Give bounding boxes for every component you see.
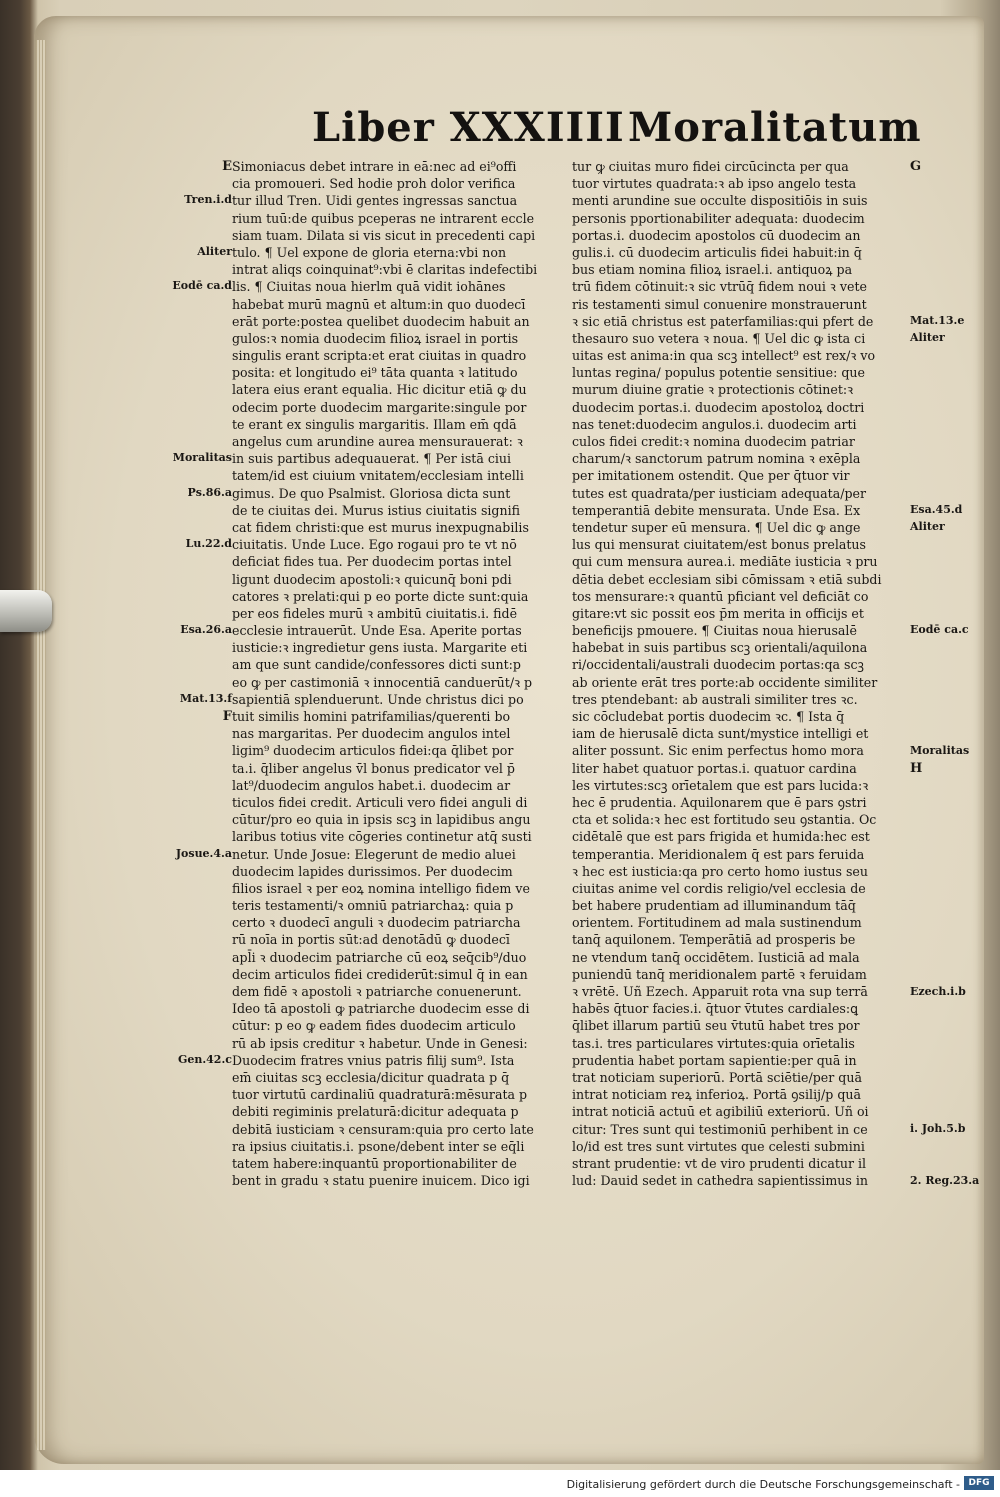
text-line: tur illud Tren. Uidi gentes ingressas sanctua	[232, 193, 518, 209]
text-line: puniendū tanq̄ meridionalem partē ꝛ feruidam	[572, 966, 867, 982]
text-line: debiti regiminis prelaturā:dicitur adequata p	[232, 1104, 519, 1120]
text-line: murum diuine gratie ꝛ protectionis cōtinet:ꝛ	[572, 382, 854, 398]
text-line: duodecim lapides durissimos. Per duodecim	[232, 863, 513, 879]
text-line: trat noticiam superiorū. Portā sciētie/per quā	[572, 1069, 862, 1085]
margin-note: F	[222, 709, 232, 725]
text-line: bent in gradu ꝛ statu puenire inuicem. Dico igi	[232, 1173, 530, 1189]
margin-note: Eodē ca.c	[910, 623, 969, 637]
text-line: cta et solida:ꝛ hec est fortitudo seu ꝯstantia. Oc	[572, 812, 877, 828]
text-line: in suis partibus adequauerat. ¶ Per istā ciui	[232, 451, 512, 467]
text-line: les virtutes:scꝫ orīetalem que est pars lucida:ꝛ	[572, 777, 869, 793]
running-header	[0, 104, 1000, 156]
text-line: thesauro suo vetera ꝛ noua. ¶ Uel dic ꝙ ista ci	[572, 330, 866, 346]
text-line: charum/ꝛ sanctorum patrum nomina ꝛ exēpla	[572, 451, 861, 467]
text-line: ciuitas anime vel cordis religio/vel ecclesia de	[572, 880, 866, 896]
text-line: tutes est quadrata/per iusticiam adequata/per	[572, 485, 867, 501]
text-line: ꝛ vrētē. Uñ Ezech. Apparuit rota vna sup terrā	[572, 984, 868, 999]
text-line: aliter possunt. Sic enim perfectus homo mora	[572, 743, 864, 759]
text-line: qui cum mensura aurea.i. mediāte iusticia ꝛ pru	[572, 554, 878, 570]
text-line: bus etiam nomina filioꝝ israel.i. antiquoꝝ pa	[572, 262, 853, 278]
text-line: nas margaritas. Per duodecim angulos intel	[232, 726, 511, 742]
text-line: tas.i. tres particulares virtutes:quia orīetalis	[572, 1035, 855, 1051]
text-line: deficiat fides tua. Per duodecim portas intel	[232, 554, 512, 570]
text-line: sapientiā splenduerunt. Unde christus dici po	[232, 691, 524, 707]
text-line: filios israel ꝛ per eoꝝ nomina intelligo fidem ve	[232, 880, 530, 896]
margin-note: Ps.86.a	[187, 485, 232, 499]
text-line: eo ꝙ per castimoniā ꝛ innocentiā canduerūt/ꝛ p	[232, 674, 533, 690]
text-line: prudentia habet portam sapientie:per quā in	[572, 1052, 857, 1068]
text-line: ꝛ hec est iusticia:qa pro certo homo iustus seu	[572, 863, 868, 879]
margin-note: Aliter	[910, 520, 945, 534]
text-line: ta.i. q̄liber angelus v̄l bonus predicator vel p̄	[232, 760, 515, 776]
text-line: catores ꝛ prelati:qui p eo porte dicte sunt:quia	[232, 588, 529, 604]
margin-note: Esa.45.d	[910, 503, 963, 516]
text-line: intrat noticiā actuū et agibiliū exteriorū. Uñ oi	[572, 1104, 869, 1120]
text-line: beneficijs pmouere. ¶ Ciuitas noua hierusalē	[572, 623, 857, 639]
margin-note: Aliter	[197, 245, 232, 258]
text-line: debitā iusticiam ꝛ censuram:quia pro certo late	[232, 1121, 534, 1137]
text-line: tuor virtutū cardinaliū quadraturā:mēsurata p	[232, 1087, 528, 1103]
text-line: lus qui mensurat ciuitatem/est bonus prelatus	[572, 537, 866, 553]
text-line: sic cōcludebat portis duodecim ꝛc. ¶ Ista q̄	[572, 709, 845, 724]
text-line: strant prudentie: vt de viro prudenti dicatur il	[572, 1155, 867, 1171]
margin-note: Gen.42.c	[177, 1053, 232, 1067]
text-line: ciuitatis. Unde Luce. Ego rogaui pro te vt nō	[232, 537, 517, 553]
text-line: tres ptendebant: ab australi similiter tres ꝛc.	[572, 691, 858, 707]
header-right-title: Moralitatum	[628, 104, 922, 151]
text-line: tanq̄ aquilonem. Temperātiā ad prosperis be	[572, 932, 856, 948]
text-line: tulo. ¶ Uel expone de gloria eterna:vbi non	[232, 244, 507, 260]
text-line: rū ab ipsis creditur ꝛ habetur. Unde in Genesi:	[232, 1035, 528, 1051]
text-line: cia promoueri. Sed hodie proh dolor verifica	[232, 176, 516, 192]
text-line: tuor virtutes quadrata:ꝛ ab ipso angelo testa	[572, 176, 857, 192]
text-line: cūtur: p eo ꝙ eadem fides duodecim articulo	[232, 1018, 516, 1034]
text-line: gimus. De quo Psalmist. Gloriosa dicta sunt	[232, 485, 511, 501]
text-line: gulis.i. cū duodecim articulis fidei habuit:in q̄	[572, 244, 862, 260]
text-line: rū noīa in portis sūt:ad denotādū ꝙ duodecī	[232, 932, 510, 948]
margin-note: Aliter	[910, 331, 945, 344]
text-line: tos mensurare:ꝛ quantū pficiant vel deficiāt co	[572, 588, 869, 604]
text-line: portas.i. duodecim apostolos cū duodecim an	[572, 227, 861, 243]
text-line: q̄libet illarum partiū seu v̄tutū habet tres por	[572, 1018, 860, 1034]
text-line: siam tuam. Dilata si vis sicut in precedenti capi	[232, 227, 536, 243]
text-line: Ideo tā apostoli ꝙ patriarche duodecim esse di	[232, 1001, 530, 1017]
text-line: trū fidem cōtinuit:ꝛ sic vtrūq̄ fidem noui ꝛ vete	[572, 279, 867, 295]
text-line: orientem. Fortitudinem ad mala sustinendum	[572, 915, 862, 931]
text-line: lud: Dauid sedet in cathedra sapientissimus in	[572, 1173, 868, 1189]
text-line: habebat in suis partibus scꝫ orientali/aquilona	[572, 640, 868, 656]
dfg-logo: DFG	[964, 1476, 994, 1490]
text-line: dem fidē ꝛ apostoli ꝛ patriarche conuenerunt.	[232, 984, 522, 999]
text-line: tendetur super eū mensura. ¶ Uel dic ꝙ ange	[572, 519, 861, 535]
text-line: nas tenet:duodecim angulos.i. duodecim arti	[572, 416, 857, 432]
text-line: per eos fideles murū ꝛ ambitū ciuitatis.i. fidē	[232, 605, 518, 621]
text-line: cidētalē que est pars frigida et humida:hec est	[572, 829, 870, 845]
text-line: singulis erant scripta:et erat ciuitas in quadro	[232, 348, 527, 364]
text-line: Simoniacus debet intrare in eā:nec ad ei⁹offi	[232, 159, 517, 174]
margin-note: H	[910, 761, 923, 776]
text-line: netur. Unde Josue: Elegerunt de medio aluei	[232, 846, 516, 862]
text-line: lo/id est tres sunt virtutes que celesti submini	[572, 1138, 865, 1154]
text-line: rium tuū:de quibus pceperas ne intrarent eccle	[232, 210, 535, 226]
text-line: erāt porte:postea quelibet duodecim habuit an	[232, 313, 530, 329]
text-line: habebat murū magnū et altum:in quo duodecī	[232, 296, 526, 312]
text-line: ecclesie intrauerūt. Unde Esa. Aperite portas	[232, 623, 522, 639]
margin-note: Lu.22.d	[185, 537, 232, 551]
text-line: citur: Tres sunt qui testimoniū perhibent in ce	[572, 1121, 868, 1137]
text-line: lat⁹/duodecim angulos habet.i. duodecim ar	[232, 777, 511, 793]
text-line: lis. ¶ Ciuitas noua hierlm quā vidit iohānes	[232, 279, 506, 295]
text-line: de te ciuitas dei. Murus istius ciuitatis signifi	[232, 502, 521, 518]
text-line: certo ꝛ duodecī anguli ꝛ duodecim patriarcha	[232, 915, 521, 931]
margin-note: G	[910, 159, 922, 174]
margin-note: Moralitas	[172, 451, 232, 465]
text-line: habēs q̄tuor facies.i. q̄tuor v̄tutes cardiales:ꝗ	[572, 1001, 859, 1017]
margin-note: Tren.i.d	[184, 193, 232, 207]
text-line: gulos:ꝛ nomia duodecim filioꝝ israel in portis	[232, 330, 519, 346]
text-line: iam de hierusalē dicta sunt/mystice intelligi et	[572, 726, 869, 742]
text-line: angelus cum arundine aurea mensurauerat: ꝛ	[232, 434, 523, 449]
text-line: te erant ex singulis margaritis. Illam em̄ qdā	[232, 416, 517, 432]
text-line: ꝛ sic etiā christus est paterfamilias:qui pfert de	[572, 313, 874, 329]
margin-note: Moralitas	[910, 743, 970, 757]
text-line: bet habere prudentiam ad illuminandum tāq̄	[572, 898, 856, 914]
page-edges	[36, 40, 46, 1450]
text-line: culos fidei credit:ꝛ nomina duodecim patriar	[572, 434, 855, 449]
text-line: ris testamenti simul conuenire monstrauerunt	[572, 296, 867, 312]
text-line: Duodecim fratres vnius patris filij sum⁹. Ista	[232, 1052, 515, 1068]
text-line: em̄ ciuitas scꝫ ecclesia/dicitur quadrata p q̄	[232, 1069, 510, 1085]
text-line: teris testamenti/ꝛ omniū patriarchaꝝ: quia p	[232, 898, 514, 914]
text-line: gitare:vt sic possit eos p̄m merita in officijs et	[572, 605, 864, 621]
text-line: ra ipsius ciuitatis.i. psone/debent inter se eq̄li	[232, 1138, 525, 1154]
left-text-column	[232, 158, 564, 1189]
text-line: tur ꝙ ciuitas muro fidei circūcincta per qua	[572, 159, 849, 174]
right-text-column	[572, 158, 910, 1189]
margin-note: Ezech.i.b	[910, 984, 966, 998]
margin-note: i. Joh.5.b	[910, 1122, 966, 1136]
text-line: decim articulos fidei crediderūt:simul q̄ in ean	[232, 966, 528, 982]
margin-note: Josue.4.a	[175, 847, 232, 860]
text-line: ligunt duodecim apostoli:ꝛ quicunq̄ boni pdi	[232, 571, 512, 587]
text-line: liter habet quatuor portas.i. quatuor cardina	[572, 760, 857, 776]
text-line: latera eius erant equalia. Hic dicitur etiā ꝙ du	[232, 382, 527, 398]
margin-note: Mat.13.e	[910, 313, 965, 327]
text-line: cūtur/pro eo quia in ipsis scꝫ in lapidibus angu	[232, 812, 531, 828]
text-line: ri/occidentali/australi duodecim portas:qa scꝫ	[572, 657, 864, 673]
text-line: ticulos fidei credit. Articuli vero fidei anguli di	[232, 794, 528, 810]
text-line: odecim porte duodecim margarite:singule por	[232, 399, 527, 415]
margin-note: Eodē ca.d	[172, 279, 232, 293]
text-line: intrat aliqs coinquinat⁹:vbi ē claritas indefectibi	[232, 262, 538, 278]
text-line: laribus totius vite cōgeries continetur atq̄ susti	[232, 829, 532, 845]
header-left-title: Liber XXXIIII	[312, 104, 625, 151]
text-line: per imitationem ostendit. Que per q̄tuor vir	[572, 468, 850, 484]
margin-note: Mat.13.f	[179, 692, 232, 706]
text-line: apl̄i ꝛ duodecim patriarche cū eoꝝ seq̄cib⁹/duo	[232, 949, 527, 965]
text-line: tatem/id est ciuium vnitatem/ecclesiam intelli	[232, 468, 524, 484]
margin-note: Esa.26.a	[180, 623, 232, 637]
text-line: tuit similis homini patrifamilias/querenti bo	[232, 709, 511, 724]
text-line: uitas est anima:in qua scꝫ intellect⁹ est rex/ꝛ vo	[572, 348, 876, 364]
text-line: intrat noticiam reꝝ inferioꝝ. Portā ꝯsilij/p quā	[572, 1087, 862, 1103]
text-line: cat fidem christi:que est murus inexpugnabilis	[232, 519, 529, 535]
text-line: ne vtendum tanq̄ occidētem. Iusticiā ad mala	[572, 949, 860, 965]
text-line: temperantiā debite mensurata. Unde Esa. Ex	[572, 502, 861, 518]
metal-clip	[0, 590, 52, 632]
text-line: am que sunt candide/confessores dicti sunt:p	[232, 657, 521, 673]
text-line: posita: et longitudo ei⁹ tāta quanta ꝛ latitudo	[232, 365, 518, 381]
text-line: menti arundine sue occulte dispositiōis in suis	[572, 193, 868, 209]
margin-note: E	[222, 159, 232, 174]
text-line: personis pportionabiliter adequata: duodecim	[572, 210, 865, 226]
text-line: luntas regina/ populus potentie sensitiue: que	[572, 365, 865, 381]
text-line: hec ē prudentia. Aquilonarem que ē pars ꝯstri	[572, 794, 867, 810]
text-line: ab oriente erāt tres porte:ab occidente similiter	[572, 674, 878, 690]
text-line: dētia debet ecclesiam sibi cōmissam ꝛ etiā subdi	[572, 571, 882, 587]
text-line: ligim⁹ duodecim articulos fidei:qa q̄libet por	[232, 743, 514, 759]
text-line: tatem habere:inquantū proportionabiliter de	[232, 1155, 517, 1171]
text-line: duodecim portas.i. duodecim apostoloꝝ doctri	[572, 399, 865, 415]
footer-credit: Digitalisierung gefördert durch die Deutsche Forschungsgemeinschaft -	[566, 1478, 960, 1491]
text-line: temperantia. Meridionalem q̄ est pars feruida	[572, 846, 865, 862]
text-line: iusticie:ꝛ ingredietur gens iusta. Margarite eti	[232, 640, 528, 656]
margin-note: 2. Reg.23.a	[910, 1173, 980, 1187]
